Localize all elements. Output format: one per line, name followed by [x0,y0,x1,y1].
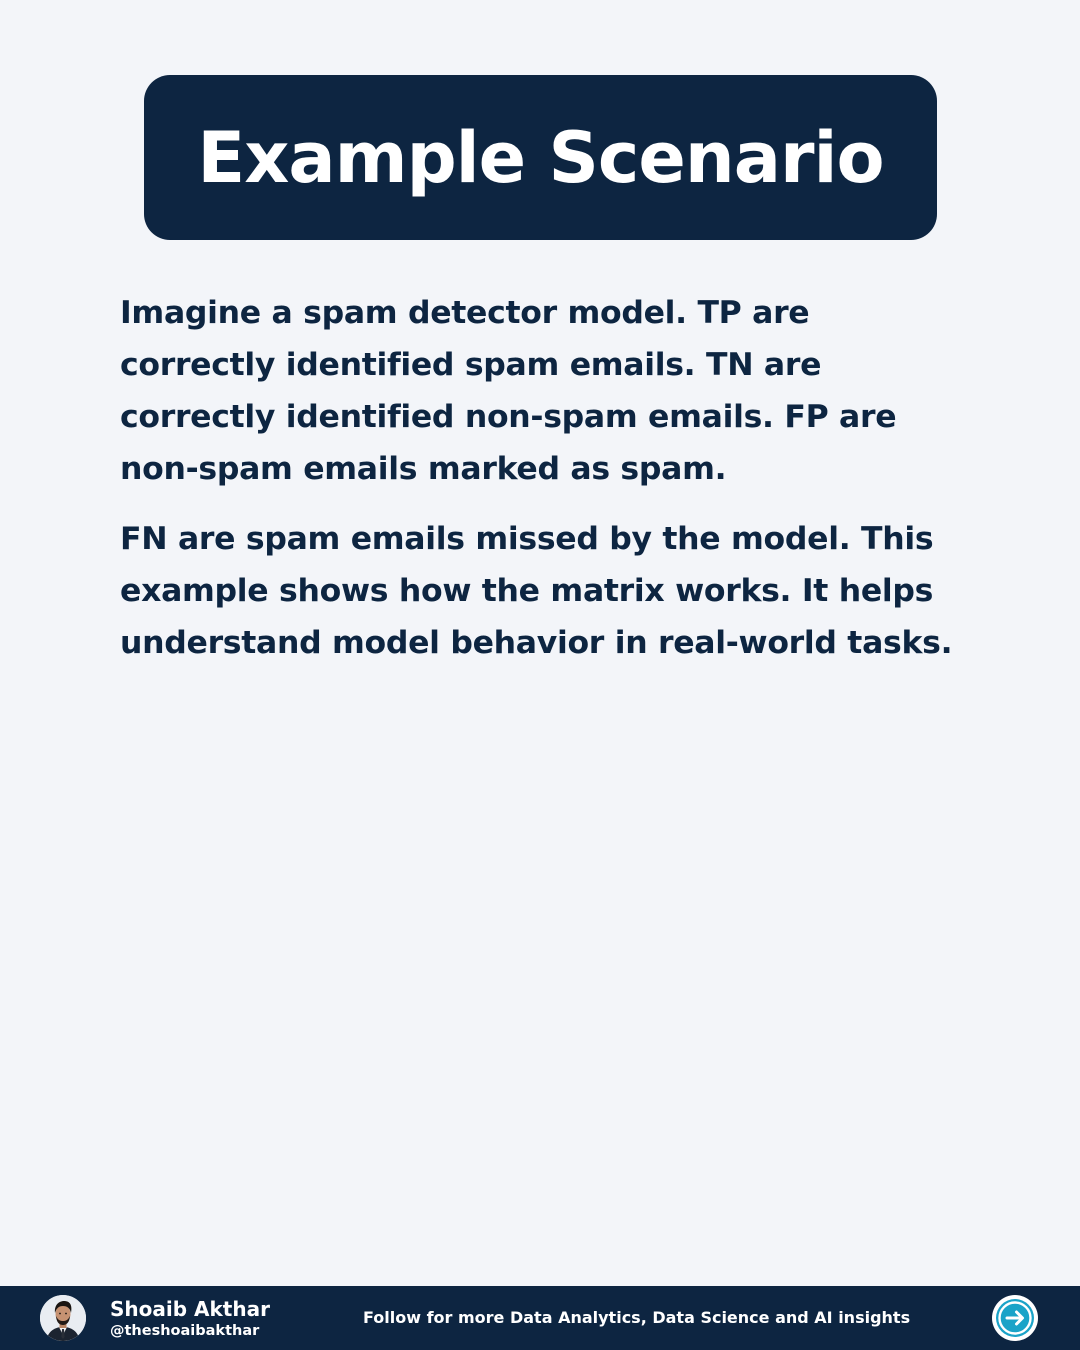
follow-cta: Follow for more Data Analytics, Data Science and AI insights [363,1308,911,1327]
paragraph-2: FN are spam emails missed by the model. This example shows how the matrix works. It helps understand model behavior in real-world tasks. [120,521,953,661]
arrow-right-circle-icon [992,1295,1038,1341]
title-banner [144,75,937,240]
person-portrait-icon [40,1295,86,1341]
page-title: Example Scenario [197,116,884,199]
avatar [40,1295,86,1341]
footer-bar [0,1286,1080,1350]
body-content [120,287,970,687]
author-handle: @theshoaibakthar [110,1323,260,1339]
next-button[interactable] [992,1295,1038,1341]
paragraph-1: Imagine a spam detector model. TP are correctly identified spam emails. TN are correctly identified non-spam emails. FP are non-spam emails marked as spam. [120,295,897,487]
author-name: Shoaib Akthar [110,1297,270,1321]
